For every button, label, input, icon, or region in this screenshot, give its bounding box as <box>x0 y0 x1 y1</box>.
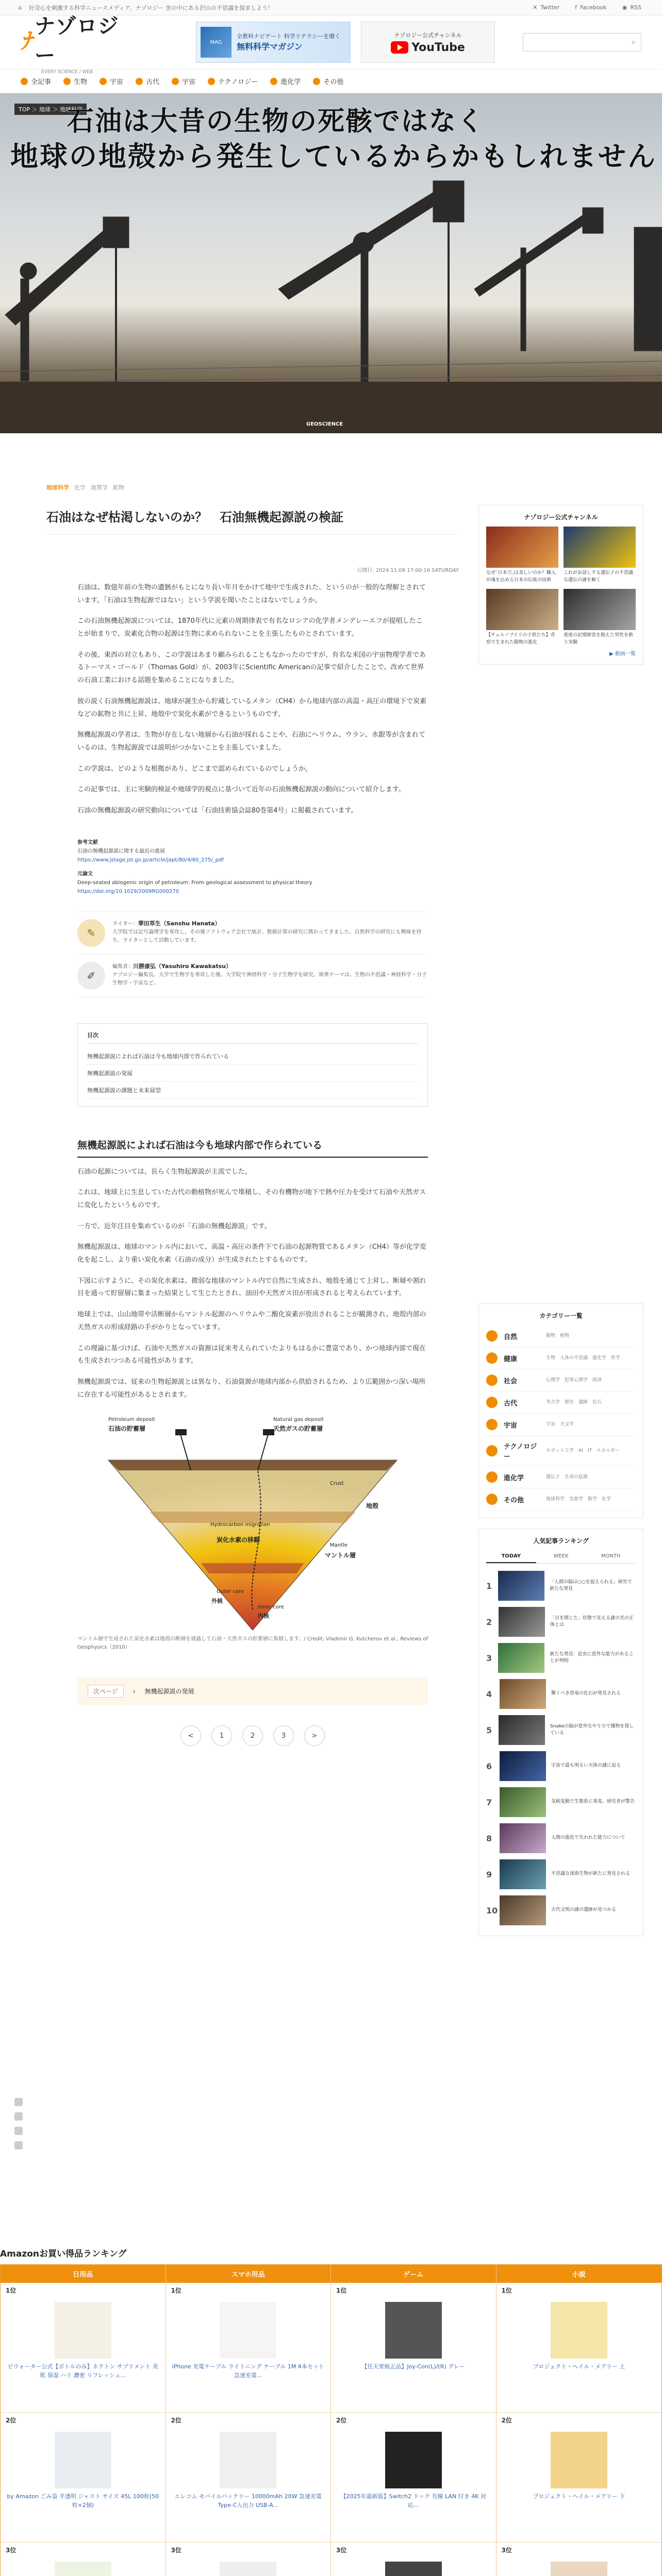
twitter-share-icon[interactable] <box>14 2098 23 2106</box>
category-row[interactable]: 自然 動物 植物 <box>486 1325 636 1347</box>
ranking-item[interactable]: 3 新たな発見：昆虫に意外な能力があることが判明 <box>486 1640 636 1676</box>
nav-item[interactable]: 進化学 <box>270 76 301 86</box>
facebook-share-icon[interactable] <box>14 2112 23 2121</box>
article-paragraph: この理論に基づけば、石油や天然ガスの資源は従来考えられていたよりもはるかに豊富であり、かつ地球内部で現在も生成されつつある可能性があります。 <box>77 1344 426 1365</box>
ranking-item[interactable]: 9 不思議な深海生物が新たに発見される <box>486 1856 636 1892</box>
amazon-item[interactable]: 3位 <box>331 2543 496 2576</box>
chevron-right-icon: › <box>133 1687 136 1695</box>
figure-label: 天然ガスの貯蓄層 <box>273 1425 323 1433</box>
site-logo[interactable]: ﾅ ナゾロジー EVERY SCIENCE / WEB <box>21 14 119 75</box>
magazine-cover-icon: MAG <box>201 27 231 58</box>
ranking-thumbnail <box>500 1679 546 1709</box>
figure-label: Petroleum deposit <box>108 1417 155 1423</box>
product-image <box>385 2562 442 2576</box>
nav-item[interactable]: 宇宙 <box>172 76 195 86</box>
article-main <box>46 495 459 1746</box>
product-image <box>551 2432 607 2488</box>
page-next-button[interactable]: > <box>304 1725 325 1746</box>
amazon-item[interactable]: 1位 【任天堂純正品】Joy-Con(L)/(R) グレー <box>331 2283 496 2413</box>
toc-item[interactable]: 無機起源説の課題と未来展望 <box>87 1082 418 1099</box>
category-icon <box>136 78 143 85</box>
tab-month[interactable]: MONTH <box>601 1553 621 1559</box>
ranking-item[interactable]: 4 驚くべき恐竜の化石が発見される <box>486 1676 636 1712</box>
youtube-widget: ナゾロジー公式チャンネル なぜ｢日本刀｣は美しいのか？職人が魂を込める日本の伝統の技術 これがお話しする遺伝子の不思議な遺伝の謎を解く 【チェルノブイリの子供たち】奇形で生まれた動物の進化 重度の記憶障害を抱えた男性を救う実験 ▶ 動画一覧 <box>478 505 643 665</box>
publish-date: 公開日: 2024.11.08 17:00:16 SATURDAY <box>357 568 459 573</box>
ranking-item[interactable]: 6 宇宙で最も明るい天体の謎に迫る <box>486 1748 636 1784</box>
ranking-thumbnail <box>499 1715 545 1745</box>
article-title: 石油はなぜ枯渇しないのか？ 石油無機起源説の検証 <box>46 507 459 535</box>
product-image <box>55 2562 111 2576</box>
figure-label: 内核 <box>258 1613 269 1620</box>
figure-label: Crust <box>330 1481 344 1487</box>
reference-link[interactable]: https://www.jstage.jst.go.jp/article/japt/80/4/80_275/_pdf <box>77 857 224 863</box>
figure-label: 地殻 <box>366 1502 379 1510</box>
ranking-item[interactable]: 10 古代文明の謎の遺跡が見つかる <box>486 1892 636 1928</box>
product-image <box>551 2302 607 2359</box>
earth-cross-section-diagram <box>88 1414 418 1630</box>
facebook-link[interactable]: f Facebook <box>575 4 607 11</box>
nav-item[interactable]: 生物 <box>63 76 87 86</box>
amazon-item[interactable]: 2位 【2025年最新版】Switch2 ドック 有線 LAN 付き 4K 対応... <box>331 2413 496 2543</box>
ranking-thumbnail <box>500 1859 546 1889</box>
nav-item[interactable]: 全記事 <box>21 76 51 86</box>
author-editor: ✐ 編集者：川勝康弘（Yasuhiro Kawakatsu） ナゾロジー編集長。大学で生物学を専攻した後、大学院で神経科学・分子生物学を研究。執筆テーマは、生物の不思議・神経科学・分子生物学・宇宙など。 <box>77 955 428 997</box>
category-icon <box>100 78 107 85</box>
amazon-item[interactable]: 3位 <box>166 2543 331 2576</box>
article-paragraph: この記事では、主に実験的検証や地球学的視点に基づいて近年の石油無機起源説の動向について紹介します。 <box>77 786 405 794</box>
video-thumbnail <box>486 527 558 568</box>
author-writer: ✎ ライター：華田草生（Sanshu Hanata） 大学院では記号論理学を専攻し、その後ソフトウェア会社で統計、数値計算の研究に携わってきました。自然科学の研究にも興味を持ち、ライターとして活動しています。 <box>77 912 428 955</box>
figure-label: Mantle <box>330 1543 347 1549</box>
search-icon[interactable]: ⌕ <box>632 38 636 46</box>
breadcrumb-category[interactable]: 地球科学 <box>46 484 69 491</box>
page-prev-button[interactable]: < <box>180 1725 201 1746</box>
article-paragraph: 地球上では、山山地帯や活断層からマントル起源のヘリウムや二酸化炭素が放出されることが観測され、地殻内部の天然ガスの形成経路の手がかりとなっています。 <box>77 1311 426 1331</box>
figure-label: Outer core <box>217 1589 244 1595</box>
table-of-contents: 目次 無機起源説によれば石油は今も地球内部で作られている 無機起源説の発展 無機起源説の課題と未来展望 <box>77 1023 428 1107</box>
category-icon <box>172 78 179 85</box>
video-thumbnail <box>564 527 636 568</box>
logo-mark-icon: ﾅ <box>21 28 32 55</box>
ranking-thumbnail <box>498 1571 544 1601</box>
ranking-item[interactable]: 8 人間の進化で失われた能力について <box>486 1820 636 1856</box>
floating-share <box>14 2098 23 2149</box>
figure-label: Hydrocarbon migration <box>210 1522 270 1528</box>
sidebar-categories <box>478 1303 643 1936</box>
figure-label: マントル層 <box>325 1552 356 1560</box>
video-card[interactable]: これがお話しする遺伝子の不思議な遺伝の謎を解く <box>564 527 636 584</box>
magazine-banner[interactable]: MAG 全教科ナビゲート 科学リテラシーを磨く 無料科学マガジン <box>196 22 351 63</box>
category-icon <box>208 78 215 85</box>
hero-breadcrumb: TOP ＞ 地球 ＞ 地球科学 <box>14 104 87 115</box>
figure-label: 炭化水素の移動 <box>217 1536 260 1544</box>
nav-item[interactable]: 宇宙 <box>100 76 123 86</box>
tab-week[interactable]: WEEK <box>553 1553 569 1559</box>
ranking-thumbnail <box>500 1823 546 1853</box>
category-row[interactable]: 健康 生物 人体の不思議 進化学 医学 <box>486 1347 636 1369</box>
ranking-item[interactable]: 1 「人間の脳は○○を捉えられる」研究で新たな発見 <box>486 1568 636 1604</box>
article-paragraph: 石油の無機起源説の研究動向については「石油技術協会誌80巻第4号」に掲載されています。 <box>77 806 358 815</box>
figure-label: Inner core <box>258 1604 284 1611</box>
category-row[interactable]: テクノロジー ロボット工学 AI IT エネルギー <box>486 1436 636 1466</box>
reference-link[interactable]: https://doi.org/10.1029/2009RG000270 <box>77 888 179 894</box>
article-paragraph: 石油の起源については、長らく生物起源説が主流でした。 <box>77 1167 252 1176</box>
sidebar <box>478 505 643 665</box>
figure-caption: マントル層で生成された炭化水素は地殻の断層を通過して石油・天然ガスの貯蓄層に集積します。/ Credit: Vladimir G. Kutcherov et al., Reviews of Geophysics（2010） <box>77 1636 428 1651</box>
ranking-thumbnail <box>500 1751 546 1781</box>
hero-title-line1: 石油は大昔の生物の死骸ではなく <box>67 106 485 137</box>
hatena-share-icon[interactable] <box>14 2127 23 2135</box>
category-icon <box>313 78 320 85</box>
social-links <box>533 4 641 11</box>
ranking-thumbnail <box>500 1787 546 1817</box>
product-image <box>220 2432 276 2488</box>
video-card[interactable]: 【チェルノブイリの子供たち】奇形で生まれた動物の進化 <box>486 589 558 646</box>
twitter-link[interactable]: ✕ Twitter <box>533 4 560 11</box>
ranking-item[interactable]: 7 気候変動で生態系に異変、研究者が警告 <box>486 1784 636 1820</box>
amazon-item[interactable]: 2位 エレコム モバイルバッテリー 10000mAh 20W 急速充電 Type-C入出力 USB-A... <box>166 2413 331 2543</box>
twitter-icon: ✕ <box>533 4 538 11</box>
category-icon <box>21 78 28 85</box>
reference-title: 石油の無機起源説に関する最近の進展 <box>77 848 165 854</box>
article-paragraph: この学説は、どのような根拠があり、どこまで認められているのでしょうか。 <box>77 765 312 773</box>
article-paragraph: 彼の説く石油無機起源説は、地球が誕生から貯蔵しているメタン（CH4）から地球内部の高温・高圧の環境下で炭素などの鉱物と共に上昇、地殻中で炭化水素ができるというものです。 <box>77 697 427 718</box>
amazon-column: スマホ用品 1位 iPhone 充電ケーブル ライトニング ケーブル 1M 4本セット 急速充電... 2位 エレコム モバイルバッテリー 10000mAh 20W 急速充電 Type-C入出力 USB-A... 3位 <box>166 2265 332 2576</box>
editor-name[interactable]: 川勝康弘（Yasuhiro Kawakatsu） <box>133 962 232 970</box>
ancient-icon <box>486 1397 498 1408</box>
category-row[interactable]: 進化学 遺伝子 生命の起源 <box>486 1466 636 1488</box>
site-header <box>0 14 662 75</box>
amazon-ranking <box>0 2241 662 2576</box>
video-card[interactable]: 重度の記憶障害を抱えた男性を救う実験 <box>564 589 636 646</box>
article-paragraph: これは、地球上に生息していた古代の動植物が死んで堆積し、その有機物が地下で熱や圧力を受けて石油や天然ガスに変化したというものです。 <box>77 1189 426 1209</box>
article-paragraph: 無機起源説の学者は、生物が存在しない地層から石油が採れることや、石油にヘリウム、ウラン、水銀等が含まれているのは、生物起源説では説明がつかないことを主張していました。 <box>77 731 425 752</box>
article-breadcrumb <box>46 483 124 492</box>
amazon-item[interactable]: 2位 プロジェクト・ヘイル・メアリー 下 <box>496 2413 662 2543</box>
technology-icon <box>486 1445 498 1456</box>
product-image <box>385 2302 442 2359</box>
figure-label: 石油の貯蓄層 <box>108 1425 146 1433</box>
toc-item[interactable]: 無機起源説の発展 <box>87 1065 418 1082</box>
breadcrumb-tag[interactable]: 化学 <box>74 484 86 491</box>
author-box <box>77 911 428 997</box>
video-more-link[interactable]: ▶ 動画一覧 <box>609 651 636 657</box>
hero-credit: GEOSCIENCE <box>306 421 343 427</box>
product-image <box>385 2432 442 2488</box>
page-button[interactable]: 1 <box>211 1725 232 1746</box>
ranking-thumbnail <box>498 1643 544 1673</box>
pagination <box>46 1725 459 1746</box>
article-paragraph: その後、東西の対立もあり、この学説はあまり顧みられることもなかったのですが、有名な米国の宇宙物理学者であるトーマス・ゴールド（Thomas Gold）が、2003年にScientific Americanの記事で紹介したことで、改めて世界の石油工業における話題を集めることになりました。 <box>77 651 426 685</box>
evolution-icon <box>486 1471 498 1483</box>
references: 参考文献 石油の無機起源説に関する最近の進展 https://www.jstage.jst.go.jp/article/japt/80/4/80_275/_pdf 元論文 Deep-seated abiogenic origin of petroleum: From geological assessment to physical theory https://doi.org/10.1029/2009RG000270 <box>46 838 459 896</box>
figure-label: 外核 <box>211 1598 223 1605</box>
nature-icon <box>486 1330 498 1342</box>
writer-name[interactable]: 華田草生（Sanshu Hanata） <box>138 920 221 927</box>
video-thumbnail <box>564 589 636 630</box>
youtube-icon <box>391 41 408 54</box>
category-icon <box>63 78 71 85</box>
amazon-item[interactable]: 1位 iPhone 充電ケーブル ライトニング ケーブル 1M 4本セット 急速充電... <box>166 2283 331 2413</box>
rss-icon: ◉ <box>622 4 627 11</box>
page-button[interactable]: 3 <box>273 1725 294 1746</box>
editor-avatar: ✐ <box>77 962 105 990</box>
article-paragraph: 無機起源説では、従来の生物起源説とは異なり、石油資源が地球内部から供給されるため、より広範囲かつ深い場所に存在する可能性があるとされます。 <box>77 1378 426 1399</box>
other-icon <box>486 1494 498 1505</box>
video-card[interactable]: なぜ｢日本刀｣は美しいのか？職人が魂を込める日本の伝統の技術 <box>486 527 558 584</box>
amazon-item[interactable]: 3位 <box>1 2543 166 2576</box>
ranking-item[interactable]: 5 Snakeの脳が意外なやり方で獲物を探している <box>486 1712 636 1748</box>
article-paragraph: 石油は、数億年前の生物の遺骸がもとになり長い年月をかけて地中で生成された、というのが一般的な理解とされています。「石油は生物起源ではない」という学説を聞いたことはないでしょうか。 <box>77 584 426 604</box>
article-paragraph: この石油無機起源説については、1870年代に元素の周期律表で有名なロシアの化学者メンデレーエフが提唱したことが始まりで、炭素化合物の起源は生物に求められないことを主張したものとされています。 <box>77 617 423 638</box>
health-icon <box>486 1352 498 1364</box>
product-image <box>55 2432 111 2488</box>
amazon-column: ゲーム 1位 【任天堂純正品】Joy-Con(L)/(R) グレー 2位 【2025年最新版】Switch2 ドック 有線 LAN 付き 4K 対応... 3位 <box>331 2265 496 2576</box>
product-image <box>551 2562 607 2576</box>
amazon-column: 日用品 1位 ビウォーター公式【ボトルのみ】ネクトン サプリメント 美肌 保湿 ハリ 濃密 リフレッシュ... 2位 by Amazon ごみ袋 半透明 ジャスト サイズ 45L 100枚(50枚×2個) 3位 <box>1 2265 166 2576</box>
product-image <box>220 2302 276 2359</box>
section-heading: 無機起源説によれば石油は今も地球内部で作られている <box>77 1132 428 1158</box>
next-page-link[interactable]: 次ページ › 無機起源説の発展 <box>77 1677 428 1705</box>
category-row[interactable]: 社会 心理学 犯罪心理学 経済 <box>486 1369 636 1392</box>
category-icon <box>270 78 277 85</box>
page-button[interactable]: 2 <box>242 1725 263 1746</box>
ranking-widget: 人気記事ランキング TODAY WEEK MONTH 1 「人間の脳は○○を捉えられる」研究で新たな発見 2 「目を閉じた」状態で見える謎の光の正体とは 3 新たな発見：昆虫に意外な能力があることが判明 4 驚くべき恐竜の化石が発見される 5 Snakeの脳が意外なやり方で獲物を探している 6 宇宙で最も明るい天体の謎に迫る 7 気候変動で生態系に異変、研究者が警告 8 人間の進化で失われた能力について 9 不思議な深海生物が新たに発見される 10 古代文明の謎の遺跡が見つかる <box>478 1529 643 1936</box>
facebook-icon: f <box>575 4 577 11</box>
figure-label: Natural gas deposit <box>273 1417 324 1423</box>
category-row[interactable]: 古代 考古学 歴史 遺跡 化石 <box>486 1392 636 1414</box>
hero-image <box>0 93 662 433</box>
space-icon <box>486 1419 498 1430</box>
article-paragraph: 無機起源説は、地球のマントル内において、高温・高圧の条件下で石油の起源物質であるメタン（CH4）等が化学変化を起こし、より重い炭化水素（石油の成分）が生成されたとするものです。 <box>77 1243 426 1264</box>
amazon-item[interactable]: 1位 ビウォーター公式【ボトルのみ】ネクトン サプリメント 美肌 保湿 ハリ 濃密 リフレッシュ... <box>1 2283 166 2413</box>
product-image <box>55 2302 111 2359</box>
society-icon <box>486 1375 498 1386</box>
article-paragraph: 下図に示すように、その炭化水素は、微弱な地球のマントル内で自然に生成され、地殻を通じて上昇し、断層や割れ目を通って貯留層に集まった結果として生じたとされ、油田や天然ガス田が形成されると考えられています。 <box>77 1277 426 1298</box>
youtube-banner[interactable]: ナゾロジー公式チャンネル YouTube <box>361 22 495 63</box>
tab-today[interactable]: TODAY <box>486 1550 536 1563</box>
article-paragraph: 一方で、近年注目を集めているのが「石油の無機起源説」です。 <box>77 1222 271 1230</box>
category-widget: カテゴリー一覧 自然 動物 植物 健康 生物 人体の不思議 進化学 医学 社会 心理学 犯罪心理学 経済 古代 考古学 歴史 遺跡 化石 宇宙 宇宙 天文学 テクノロジー ロボット工学 AI IT エネルギー 進化学 遺伝子 生命の起源 その他 地球科学 気象学 数学 化学 <box>478 1303 643 1518</box>
video-thumbnail <box>486 589 558 630</box>
nav-item[interactable]: テクノロジー <box>208 76 258 86</box>
nav-item[interactable]: 古代 <box>136 76 159 86</box>
hero-title-line2: 地球の地殻から発生しているからかもしれません <box>10 140 657 173</box>
home-icon[interactable]: ⌂ <box>18 4 22 11</box>
amazon-ranking-title: Amazonお買い得品ランキング <box>0 2249 127 2259</box>
ranking-item[interactable]: 2 「目を閉じた」状態で見える謎の光の正体とは <box>486 1604 636 1640</box>
breadcrumb-tag[interactable]: 鉱物 <box>113 484 124 491</box>
amazon-column: 小説 1位 プロジェクト・ヘイル・メアリー 上 2位 プロジェクト・ヘイル・メアリー 下 3位 <box>496 2265 662 2576</box>
product-image <box>220 2562 276 2576</box>
category-row[interactable]: その他 地球科学 気象学 数学 化学 <box>486 1488 636 1511</box>
nav-item[interactable]: その他 <box>313 76 343 86</box>
category-row[interactable]: 宇宙 宇宙 天文学 <box>486 1414 636 1436</box>
rss-link[interactable]: ◉ RSS <box>622 4 641 11</box>
amazon-item[interactable]: 3位 <box>496 2543 662 2576</box>
amazon-item[interactable]: 1位 プロジェクト・ヘイル・メアリー 上 <box>496 2283 662 2413</box>
toc-item[interactable]: 無機起源説によれば石油は今も地球内部で作られている <box>87 1048 418 1065</box>
search-input[interactable] <box>523 33 641 52</box>
ranking-thumbnail <box>500 1895 546 1925</box>
site-tagline: 好奇心を刺激する科学ニュースメディア。ナゾロジー 世の中にある沢山の不思議を探求しよう！ <box>29 4 274 11</box>
breadcrumb-tag[interactable]: 地質学 <box>91 484 108 491</box>
link-share-icon[interactable] <box>14 2141 23 2149</box>
writer-avatar: ✎ <box>77 919 105 947</box>
amazon-item[interactable]: 2位 by Amazon ごみ袋 半透明 ジャスト サイズ 45L 100枚(50枚×2個) <box>1 2413 166 2543</box>
reference-title: Deep-seated abiogenic origin of petroleum: From geological assessment to physical theory <box>77 879 312 886</box>
ranking-thumbnail <box>499 1607 545 1637</box>
